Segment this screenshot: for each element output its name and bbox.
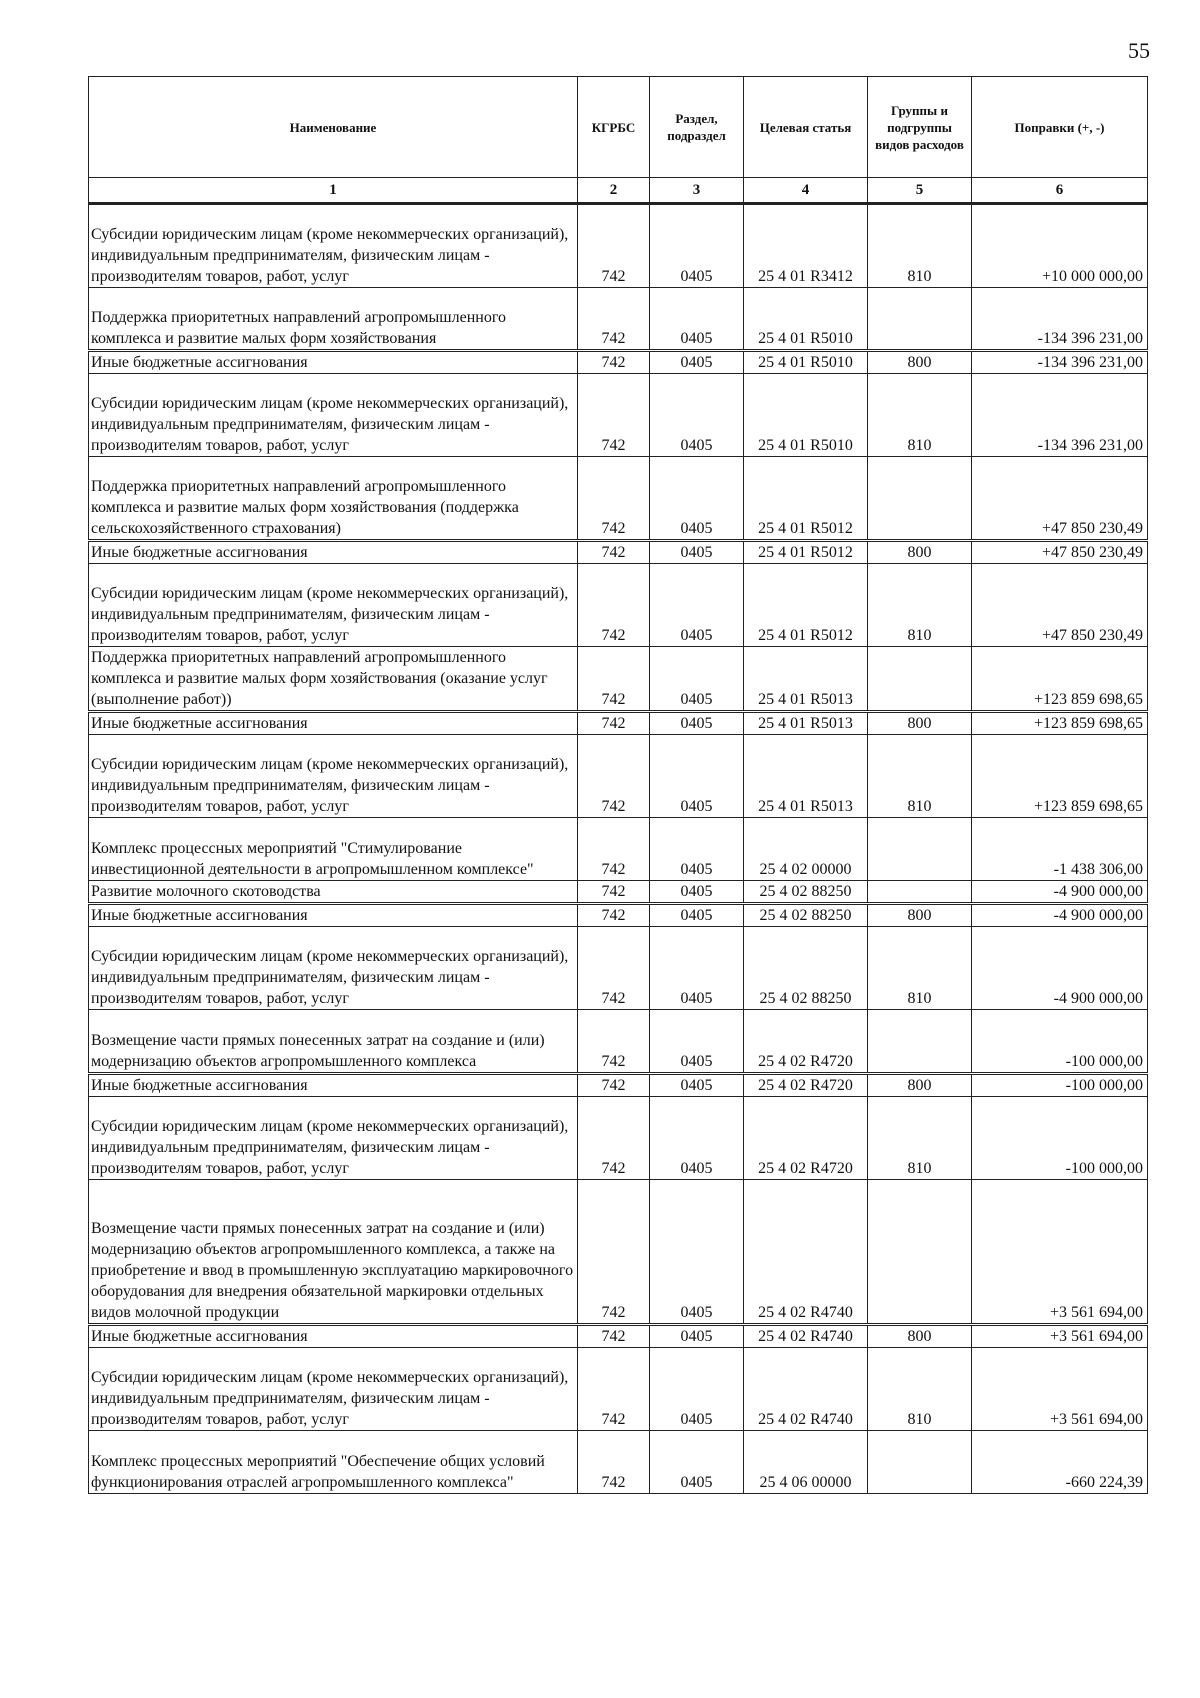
cell-amount: +47 850 230,49 xyxy=(972,564,1148,647)
cell-kgrbs: 742 xyxy=(578,1348,650,1431)
column-number: 4 xyxy=(744,178,868,204)
cell-target: 25 4 01 R3412 xyxy=(744,204,868,288)
header-name: Наименование xyxy=(89,77,578,178)
cell-kgrbs: 742 xyxy=(578,457,650,541)
cell-group: 800 xyxy=(868,1325,972,1348)
cell-section: 0405 xyxy=(650,541,744,564)
cell-name: Субсидии юридическим лицам (кроме некоммерческих организаций), индивидуальным предпринимателям, физическим лицам - производителям товаров, работ, услуг xyxy=(89,204,578,288)
cell-name: Развитие молочного скотоводства xyxy=(89,881,578,904)
cell-section: 0405 xyxy=(650,288,744,351)
page-number: 55 xyxy=(1128,38,1150,63)
cell-target: 25 4 02 88250 xyxy=(744,881,868,904)
cell-kgrbs: 742 xyxy=(578,1325,650,1348)
table-row xyxy=(89,1325,1148,1348)
cell-section: 0405 xyxy=(650,1348,744,1431)
cell-name: Иные бюджетные ассигнования xyxy=(89,541,578,564)
table-row xyxy=(89,818,1148,881)
column-number: 1 xyxy=(89,178,578,204)
cell-name: Субсидии юридическим лицам (кроме некоммерческих организаций), индивидуальным предпринимателям, физическим лицам - производителям товаров, работ, услуг xyxy=(89,564,578,647)
cell-target: 25 4 02 R4740 xyxy=(744,1180,868,1325)
cell-target: 25 4 02 R4720 xyxy=(744,1010,868,1074)
cell-group xyxy=(868,1010,972,1074)
cell-target: 25 4 02 R4740 xyxy=(744,1348,868,1431)
cell-amount: +3 561 694,00 xyxy=(972,1180,1148,1325)
cell-section: 0405 xyxy=(650,1074,744,1097)
table-row xyxy=(89,1348,1148,1431)
cell-group xyxy=(868,1431,972,1494)
cell-name: Возмещение части прямых понесенных затрат на создание и (или) модернизацию объектов агропромышленного комплекса, а также на приобретение и ввод в промышленную эксплуатацию маркировочного оборудования для внедрения обязательной маркировки отдельных видов молочной продукции xyxy=(89,1180,578,1325)
cell-name: Поддержка приоритетных направлений агропромышленного комплекса и развитие малых форм хозяйствования (оказание услуг (выполнение работ)) xyxy=(89,647,578,712)
cell-group: 800 xyxy=(868,904,972,927)
cell-section: 0405 xyxy=(650,904,744,927)
cell-section: 0405 xyxy=(650,881,744,904)
table-row xyxy=(89,351,1148,374)
cell-kgrbs: 742 xyxy=(578,1074,650,1097)
cell-kgrbs: 742 xyxy=(578,647,650,712)
cell-group: 810 xyxy=(868,735,972,818)
table-row xyxy=(89,881,1148,904)
table-row xyxy=(89,1074,1148,1097)
cell-target: 25 4 01 R5010 xyxy=(744,374,868,457)
cell-group: 810 xyxy=(868,374,972,457)
cell-target: 25 4 01 R5012 xyxy=(744,541,868,564)
cell-amount: +3 561 694,00 xyxy=(972,1348,1148,1431)
table-row xyxy=(89,1097,1148,1180)
cell-group: 800 xyxy=(868,351,972,374)
cell-kgrbs: 742 xyxy=(578,881,650,904)
table-row xyxy=(89,288,1148,351)
cell-target: 25 4 02 00000 xyxy=(744,818,868,881)
cell-amount: -1 438 306,00 xyxy=(972,818,1148,881)
table-header-row xyxy=(89,77,1148,178)
cell-group: 810 xyxy=(868,1348,972,1431)
cell-group xyxy=(868,818,972,881)
cell-name: Комплекс процессных мероприятий "Стимулирование инвестиционной деятельности в агропромышленном комплексе" xyxy=(89,818,578,881)
cell-name: Иные бюджетные ассигнования xyxy=(89,712,578,735)
cell-amount: -134 396 231,00 xyxy=(972,351,1148,374)
cell-amount: -100 000,00 xyxy=(972,1097,1148,1180)
cell-amount: +47 850 230,49 xyxy=(972,457,1148,541)
cell-name: Возмещение части прямых понесенных затрат на создание и (или) модернизацию объектов агропромышленного комплекса xyxy=(89,1010,578,1074)
cell-target: 25 4 02 R4720 xyxy=(744,1097,868,1180)
column-number: 6 xyxy=(972,178,1148,204)
table-row xyxy=(89,374,1148,457)
table-row xyxy=(89,927,1148,1010)
cell-section: 0405 xyxy=(650,712,744,735)
cell-kgrbs: 742 xyxy=(578,541,650,564)
table-row xyxy=(89,647,1148,712)
cell-section: 0405 xyxy=(650,204,744,288)
column-number: 3 xyxy=(650,178,744,204)
cell-group: 810 xyxy=(868,927,972,1010)
table-row xyxy=(89,735,1148,818)
cell-amount: -134 396 231,00 xyxy=(972,374,1148,457)
cell-group xyxy=(868,457,972,541)
cell-group xyxy=(868,1180,972,1325)
cell-name: Комплекс процессных мероприятий "Обеспечение общих условий функционирования отраслей агропромышленного комплекса" xyxy=(89,1431,578,1494)
cell-group: 800 xyxy=(868,1074,972,1097)
cell-kgrbs: 742 xyxy=(578,1431,650,1494)
cell-kgrbs: 742 xyxy=(578,1097,650,1180)
cell-kgrbs: 742 xyxy=(578,712,650,735)
header-section: Раздел, подраздел xyxy=(650,77,744,178)
cell-amount: +123 859 698,65 xyxy=(972,712,1148,735)
column-number: 5 xyxy=(868,178,972,204)
table-row xyxy=(89,541,1148,564)
cell-section: 0405 xyxy=(650,1325,744,1348)
cell-kgrbs: 742 xyxy=(578,1010,650,1074)
cell-name: Субсидии юридическим лицам (кроме некоммерческих организаций), индивидуальным предпринимателям, физическим лицам - производителям товаров, работ, услуг xyxy=(89,927,578,1010)
table-row xyxy=(89,564,1148,647)
cell-target: 25 4 01 R5010 xyxy=(744,288,868,351)
cell-amount: +3 561 694,00 xyxy=(972,1325,1148,1348)
cell-target: 25 4 01 R5012 xyxy=(744,564,868,647)
cell-section: 0405 xyxy=(650,818,744,881)
cell-group: 810 xyxy=(868,564,972,647)
cell-amount: +47 850 230,49 xyxy=(972,541,1148,564)
cell-name: Иные бюджетные ассигнования xyxy=(89,351,578,374)
cell-amount: +123 859 698,65 xyxy=(972,647,1148,712)
cell-target: 25 4 06 00000 xyxy=(744,1431,868,1494)
cell-target: 25 4 01 R5013 xyxy=(744,735,868,818)
cell-name: Поддержка приоритетных направлений агропромышленного комплекса и развитие малых форм хозяйствования xyxy=(89,288,578,351)
cell-amount: -660 224,39 xyxy=(972,1431,1148,1494)
cell-target: 25 4 01 R5013 xyxy=(744,712,868,735)
cell-kgrbs: 742 xyxy=(578,735,650,818)
table-row xyxy=(89,712,1148,735)
cell-section: 0405 xyxy=(650,1431,744,1494)
table-row xyxy=(89,457,1148,541)
cell-amount: +10 000 000,00 xyxy=(972,204,1148,288)
cell-target: 25 4 01 R5010 xyxy=(744,351,868,374)
header-amendments: Поправки (+, -) xyxy=(972,77,1148,178)
cell-amount: -100 000,00 xyxy=(972,1074,1148,1097)
cell-kgrbs: 742 xyxy=(578,564,650,647)
cell-name: Субсидии юридическим лицам (кроме некоммерческих организаций), индивидуальным предпринимателям, физическим лицам - производителям товаров, работ, услуг xyxy=(89,1097,578,1180)
cell-target: 25 4 02 R4720 xyxy=(744,1074,868,1097)
cell-amount: -134 396 231,00 xyxy=(972,288,1148,351)
cell-target: 25 4 02 88250 xyxy=(744,927,868,1010)
cell-section: 0405 xyxy=(650,1097,744,1180)
cell-amount: -100 000,00 xyxy=(972,1010,1148,1074)
cell-name: Субсидии юридическим лицам (кроме некоммерческих организаций), индивидуальным предпринимателям, физическим лицам - производителям товаров, работ, услуг xyxy=(89,735,578,818)
cell-section: 0405 xyxy=(650,1180,744,1325)
cell-target: 25 4 01 R5013 xyxy=(744,647,868,712)
cell-name: Субсидии юридическим лицам (кроме некоммерческих организаций), индивидуальным предпринимателям, физическим лицам - производителям товаров, работ, услуг xyxy=(89,1348,578,1431)
cell-amount: -4 900 000,00 xyxy=(972,881,1148,904)
cell-kgrbs: 742 xyxy=(578,288,650,351)
cell-kgrbs: 742 xyxy=(578,374,650,457)
cell-name: Субсидии юридическим лицам (кроме некоммерческих организаций), индивидуальным предпринимателям, физическим лицам - производителям товаров, работ, услуг xyxy=(89,374,578,457)
cell-group: 810 xyxy=(868,1097,972,1180)
table-row xyxy=(89,204,1148,288)
cell-group xyxy=(868,881,972,904)
cell-name: Поддержка приоритетных направлений агропромышленного комплекса и развитие малых форм хозяйствования (поддержка сельскохозяйственного страхования) xyxy=(89,457,578,541)
cell-group: 800 xyxy=(868,712,972,735)
column-number-row xyxy=(89,178,1148,204)
cell-name: Иные бюджетные ассигнования xyxy=(89,904,578,927)
cell-name: Иные бюджетные ассигнования xyxy=(89,1074,578,1097)
table-row xyxy=(89,904,1148,927)
cell-section: 0405 xyxy=(650,647,744,712)
cell-target: 25 4 02 88250 xyxy=(744,904,868,927)
cell-section: 0405 xyxy=(650,457,744,541)
cell-kgrbs: 742 xyxy=(578,351,650,374)
header-target: Целевая статья xyxy=(744,77,868,178)
cell-group: 800 xyxy=(868,541,972,564)
cell-kgrbs: 742 xyxy=(578,1180,650,1325)
cell-section: 0405 xyxy=(650,927,744,1010)
cell-section: 0405 xyxy=(650,374,744,457)
cell-name: Иные бюджетные ассигнования xyxy=(89,1325,578,1348)
cell-section: 0405 xyxy=(650,351,744,374)
header-kgrbs: КГРБС xyxy=(578,77,650,178)
cell-target: 25 4 02 R4740 xyxy=(744,1325,868,1348)
cell-target: 25 4 01 R5012 xyxy=(744,457,868,541)
cell-section: 0405 xyxy=(650,564,744,647)
header-groups: Группы и подгруппы видов расходов xyxy=(868,77,972,178)
cell-kgrbs: 742 xyxy=(578,818,650,881)
cell-group: 810 xyxy=(868,204,972,288)
table-row xyxy=(89,1431,1148,1494)
cell-kgrbs: 742 xyxy=(578,904,650,927)
cell-section: 0405 xyxy=(650,735,744,818)
cell-group xyxy=(868,647,972,712)
cell-group xyxy=(868,288,972,351)
cell-amount: -4 900 000,00 xyxy=(972,904,1148,927)
budget-amendments-table xyxy=(88,76,1148,1494)
table-row xyxy=(89,1010,1148,1074)
cell-kgrbs: 742 xyxy=(578,927,650,1010)
cell-amount: -4 900 000,00 xyxy=(972,927,1148,1010)
cell-section: 0405 xyxy=(650,1010,744,1074)
table-row xyxy=(89,1180,1148,1325)
column-number: 2 xyxy=(578,178,650,204)
cell-kgrbs: 742 xyxy=(578,204,650,288)
cell-amount: +123 859 698,65 xyxy=(972,735,1148,818)
